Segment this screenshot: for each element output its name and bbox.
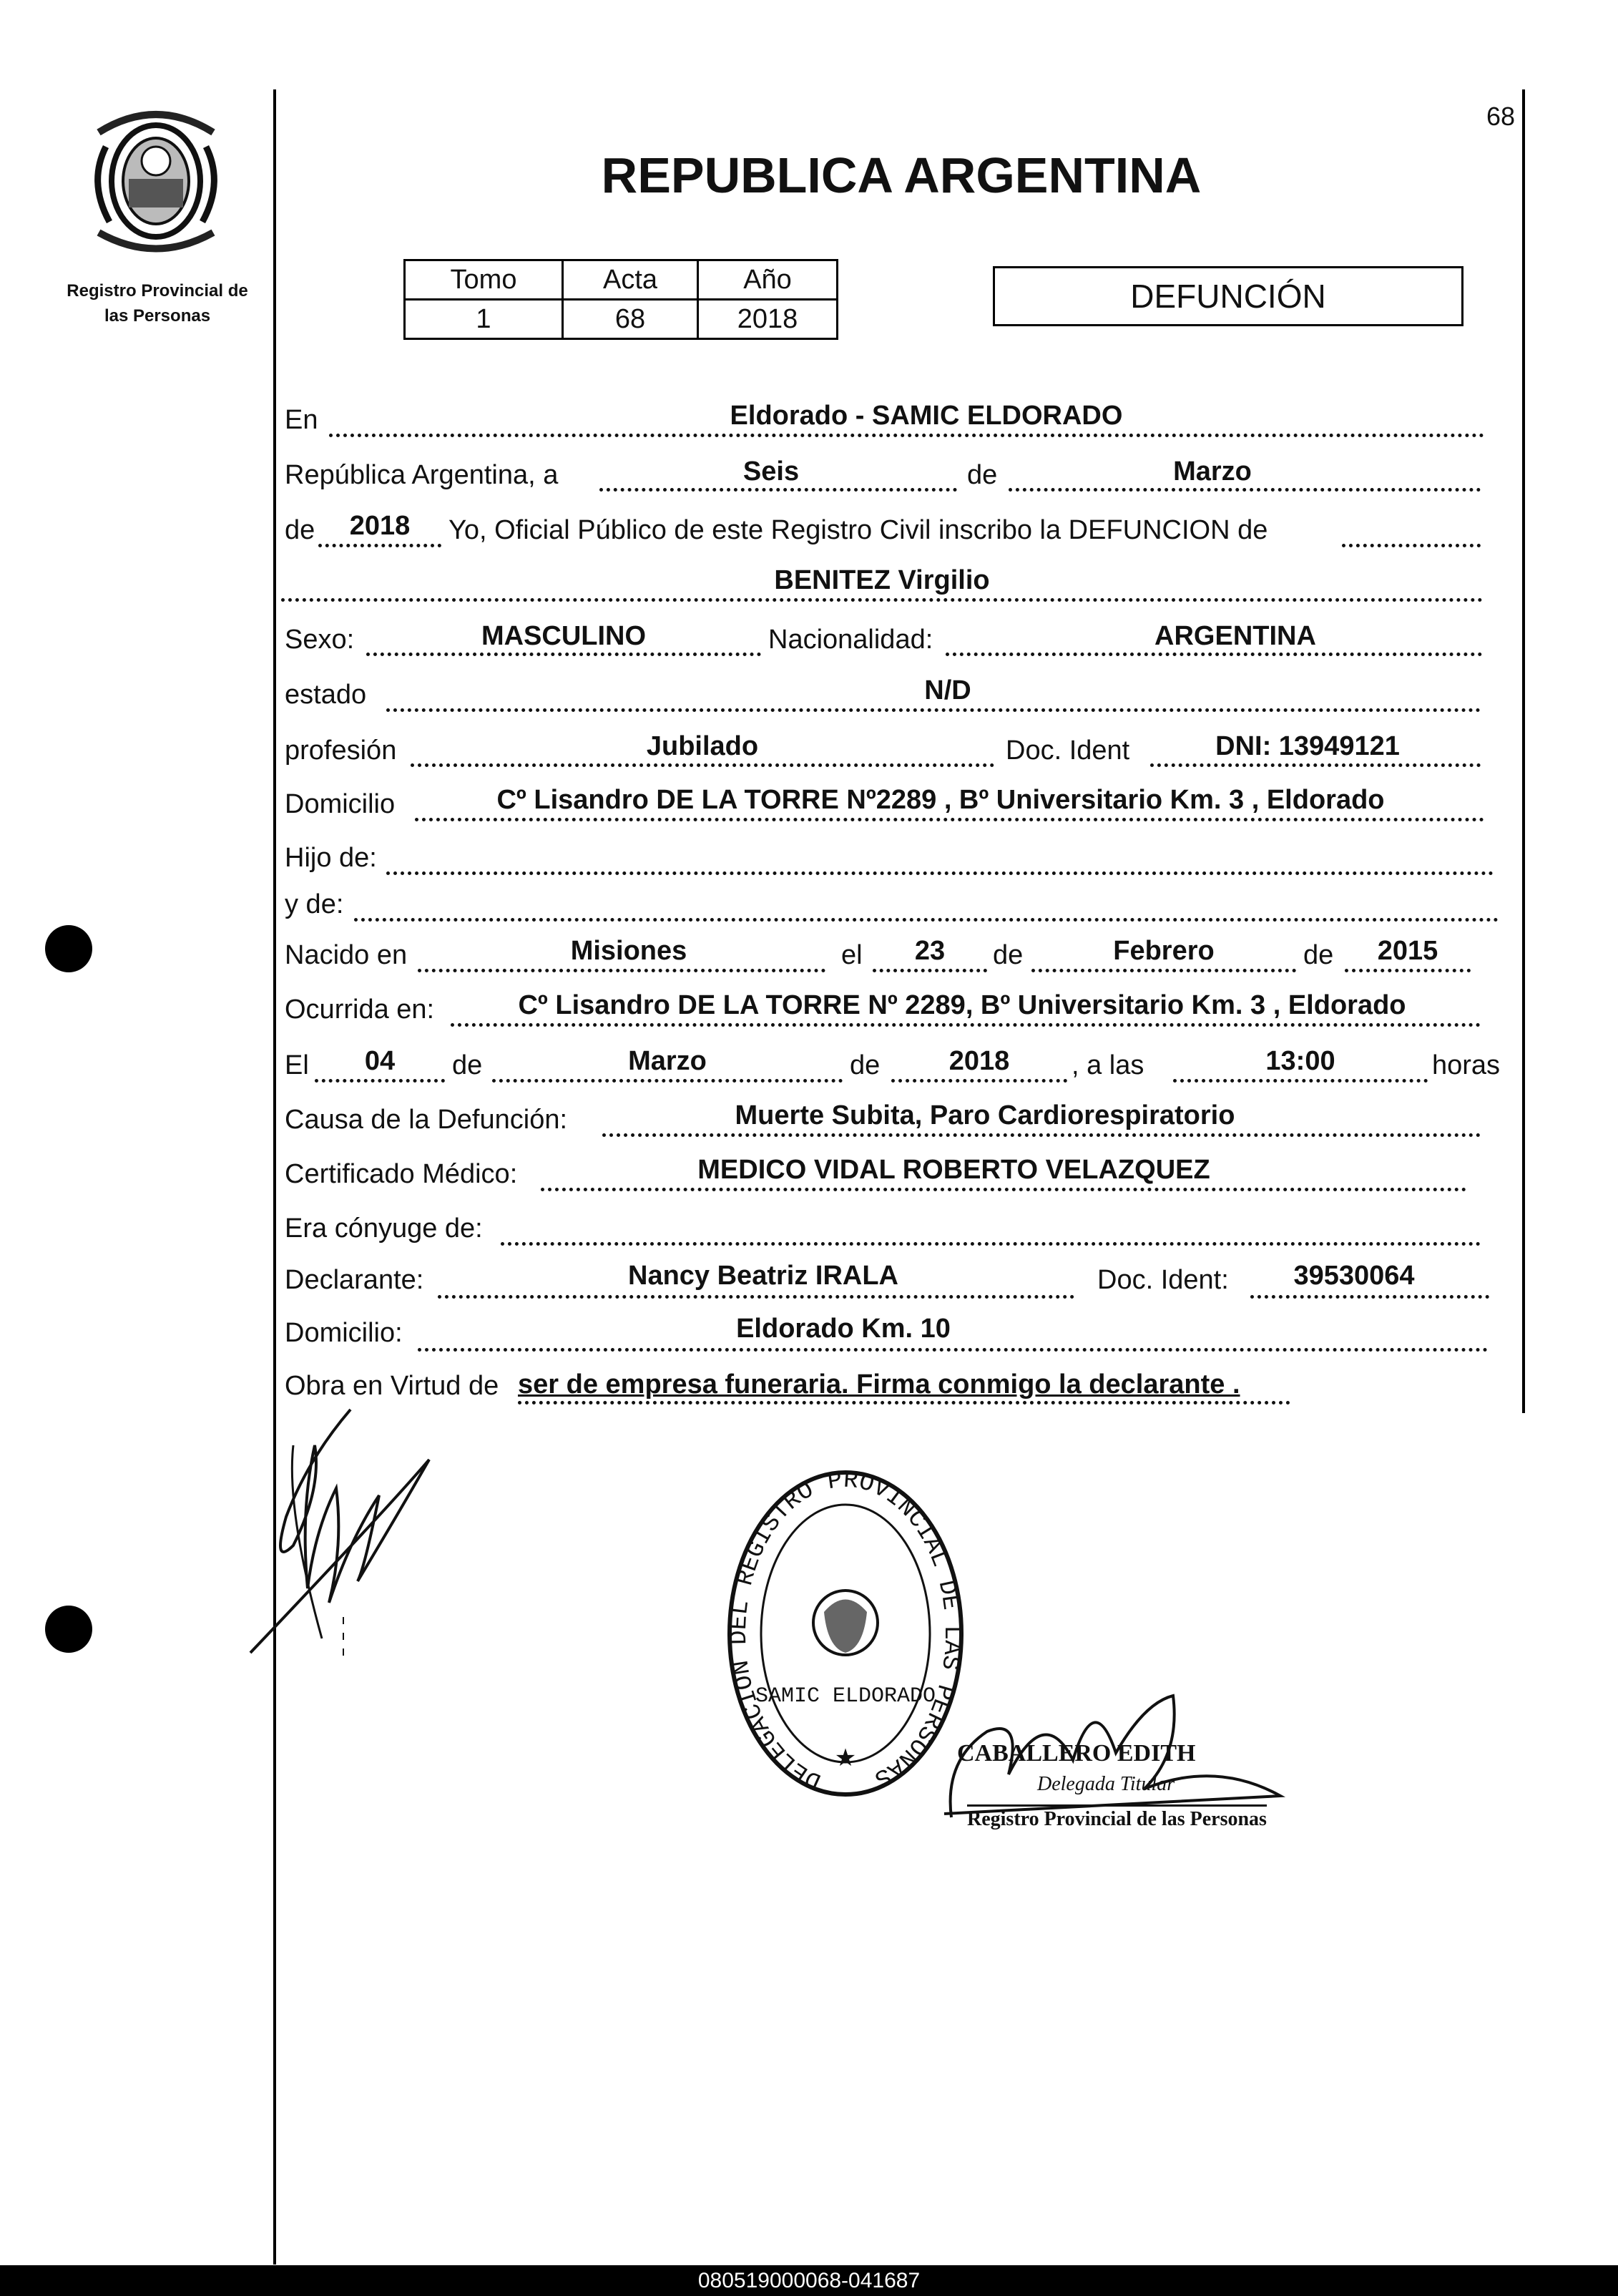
profesion-value: Jubilado — [646, 731, 759, 761]
domicilio-label: Domicilio — [285, 789, 396, 819]
conyuge-line — [501, 1242, 1481, 1246]
doc-ident-line — [1150, 763, 1481, 767]
punch-hole-top — [45, 925, 92, 972]
def-anio-value: 2018 — [948, 1046, 1010, 1076]
decl-dom-line — [418, 1348, 1488, 1352]
de-label-4: de — [1303, 940, 1334, 970]
republica-label: República Argentina, a — [285, 460, 559, 490]
official-office: Registro Provincial de las Personas — [967, 1804, 1267, 1831]
de-label-6: de — [850, 1050, 881, 1080]
nacido-line — [418, 969, 825, 972]
tomo-value: 1 — [405, 300, 563, 339]
mes-line — [1009, 488, 1481, 492]
estado-line — [386, 708, 1481, 712]
de-label-5: de — [452, 1050, 483, 1080]
nac-anio-line — [1345, 969, 1471, 972]
decl-doc-value: 39530064 — [1293, 1261, 1415, 1291]
nac-dia-value: 23 — [914, 936, 946, 966]
nombre-line — [281, 598, 1483, 602]
nacido-value: Misiones — [570, 936, 687, 966]
nacionalidad-value: ARGENTINA — [1154, 621, 1316, 651]
profesion-line — [411, 763, 994, 767]
estado-value: N/D — [924, 675, 971, 705]
causa-label: Causa de la Defunción: — [285, 1105, 568, 1135]
def-mes-line — [492, 1079, 843, 1083]
ocurrida-line — [451, 1023, 1481, 1027]
issuer-line-1: Registro Provincial de — [67, 281, 248, 301]
domicilio-line — [415, 818, 1484, 821]
sexo-label: Sexo: — [285, 625, 355, 655]
doc-ident-value: DNI: 13949121 — [1215, 731, 1400, 761]
record-type-box — [993, 266, 1463, 326]
punch-hole-bottom — [45, 1606, 92, 1653]
hora-value: 13:00 — [1265, 1046, 1335, 1076]
y-de-label: y de: — [285, 889, 344, 919]
domicilio-value: Cº Lisandro DE LA TORRE Nº2289 , Bº Universitario Km. 3 , Eldorado — [496, 785, 1385, 815]
def-dia-line — [315, 1079, 445, 1083]
el-cap-label: El — [285, 1050, 309, 1080]
certificado-line — [541, 1188, 1466, 1191]
hora-line — [1173, 1079, 1428, 1083]
right-margin-line — [1522, 89, 1525, 1413]
svg-text:★: ★ — [834, 1744, 857, 1772]
declarante-line — [438, 1295, 1074, 1299]
nac-mes-line — [1031, 969, 1296, 972]
certificado-label: Certificado Médico: — [285, 1159, 518, 1189]
hijo-de-label: Hijo de: — [285, 843, 377, 873]
profesion-label: profesión — [285, 736, 397, 766]
declarante-label: Declarante: — [285, 1265, 424, 1295]
decl-doc-label: Doc. Ident: — [1097, 1265, 1229, 1295]
acta-header: Acta — [563, 260, 698, 300]
hijo-de-line — [386, 871, 1494, 875]
def-dia-value: 04 — [364, 1046, 396, 1076]
decl-dom-label: Domicilio: — [285, 1318, 403, 1348]
conyuge-label: Era cónyuge de: — [285, 1213, 483, 1244]
de-label-3: de — [993, 940, 1024, 970]
el-label: el — [841, 940, 863, 970]
declarante-value: Nancy Beatriz IRALA — [628, 1261, 898, 1291]
ocurrida-label: Ocurrida en: — [285, 995, 435, 1025]
nac-anio-value: 2015 — [1377, 936, 1438, 966]
yo-text: Yo, Oficial Público de este Registro Civil inscribo la DEFUNCION de — [448, 515, 1268, 545]
certificado-value: MEDICO VIDAL ROBERTO VELAZQUEZ — [697, 1155, 1210, 1185]
y-de-line — [354, 918, 1499, 922]
yo-line-end — [1342, 544, 1481, 547]
nac-dia-line — [873, 969, 987, 972]
nacionalidad-label: Nacionalidad: — [768, 625, 933, 655]
mes-value: Marzo — [1173, 456, 1252, 487]
nacionalidad-line — [946, 653, 1482, 656]
tomo-header: Tomo — [405, 260, 563, 300]
a-las-label: , a las — [1072, 1050, 1144, 1080]
sexo-value: MASCULINO — [481, 621, 647, 651]
page-number: 68 — [1486, 102, 1516, 131]
sexo-line — [366, 653, 761, 656]
en-value: Eldorado - SAMIC ELDORADO — [730, 401, 1123, 431]
anio-line — [318, 544, 441, 547]
obra-label: Obra en Virtud de — [285, 1371, 499, 1401]
def-anio-line — [891, 1079, 1067, 1083]
en-label: En — [285, 405, 318, 435]
dia-value: Seis — [742, 456, 800, 487]
de-label-2: de — [285, 515, 315, 545]
left-margin-line — [273, 89, 276, 2265]
issuer-line-2: las Personas — [104, 306, 211, 326]
obra-line — [518, 1401, 1290, 1405]
def-mes-value: Marzo — [628, 1046, 707, 1076]
anio-value-text: 2018 — [349, 511, 411, 541]
nacido-label: Nacido en — [285, 940, 408, 970]
anio-header: Año — [698, 260, 838, 300]
decl-doc-line — [1250, 1295, 1489, 1299]
horas-label: horas — [1432, 1050, 1501, 1080]
nac-mes-value: Febrero — [1113, 936, 1215, 966]
page-title: REPUBLICA ARGENTINA — [601, 147, 1202, 203]
causa-value: Muerte Subita, Paro Cardiorespiratorio — [735, 1100, 1235, 1130]
en-line — [329, 434, 1484, 437]
official-role: Delegada Titular — [1037, 1773, 1175, 1795]
dia-line — [599, 488, 957, 492]
province-seal-logo — [77, 104, 235, 258]
ocurrida-value: Cº Lisandro DE LA TORRE Nº 2289, Bº Universitario Km. 3 , Eldorado — [518, 990, 1406, 1020]
obra-value: ser de empresa funeraria. Firma conmigo la declarante . — [518, 1369, 1240, 1399]
footer-code: 080519000068-041687 — [697, 2269, 921, 2292]
register-table — [403, 259, 838, 340]
stamp-center-text: SAMIC ELDORADO — [755, 1684, 936, 1709]
official-name: CABALLERO EDITH — [957, 1740, 1196, 1767]
causa-line — [602, 1133, 1481, 1137]
decl-dom-value: Eldorado Km. 10 — [736, 1314, 951, 1344]
document-code-footer — [0, 2265, 1618, 2296]
doc-ident-label: Doc. Ident — [1006, 736, 1130, 766]
estado-label: estado — [285, 680, 367, 710]
acta-value: 68 — [563, 300, 698, 339]
anio-value: 2018 — [698, 300, 838, 339]
nombre-value: BENITEZ Virgilio — [774, 565, 990, 595]
de-label-1: de — [967, 460, 998, 490]
record-type: DEFUNCIÓN — [1130, 278, 1326, 315]
declarant-signature — [243, 1402, 458, 1660]
stamp-ring-text: DELEGACION DEL REGISTRO PROVINCIAL DE LAS PERSONAS — [725, 1467, 966, 1794]
